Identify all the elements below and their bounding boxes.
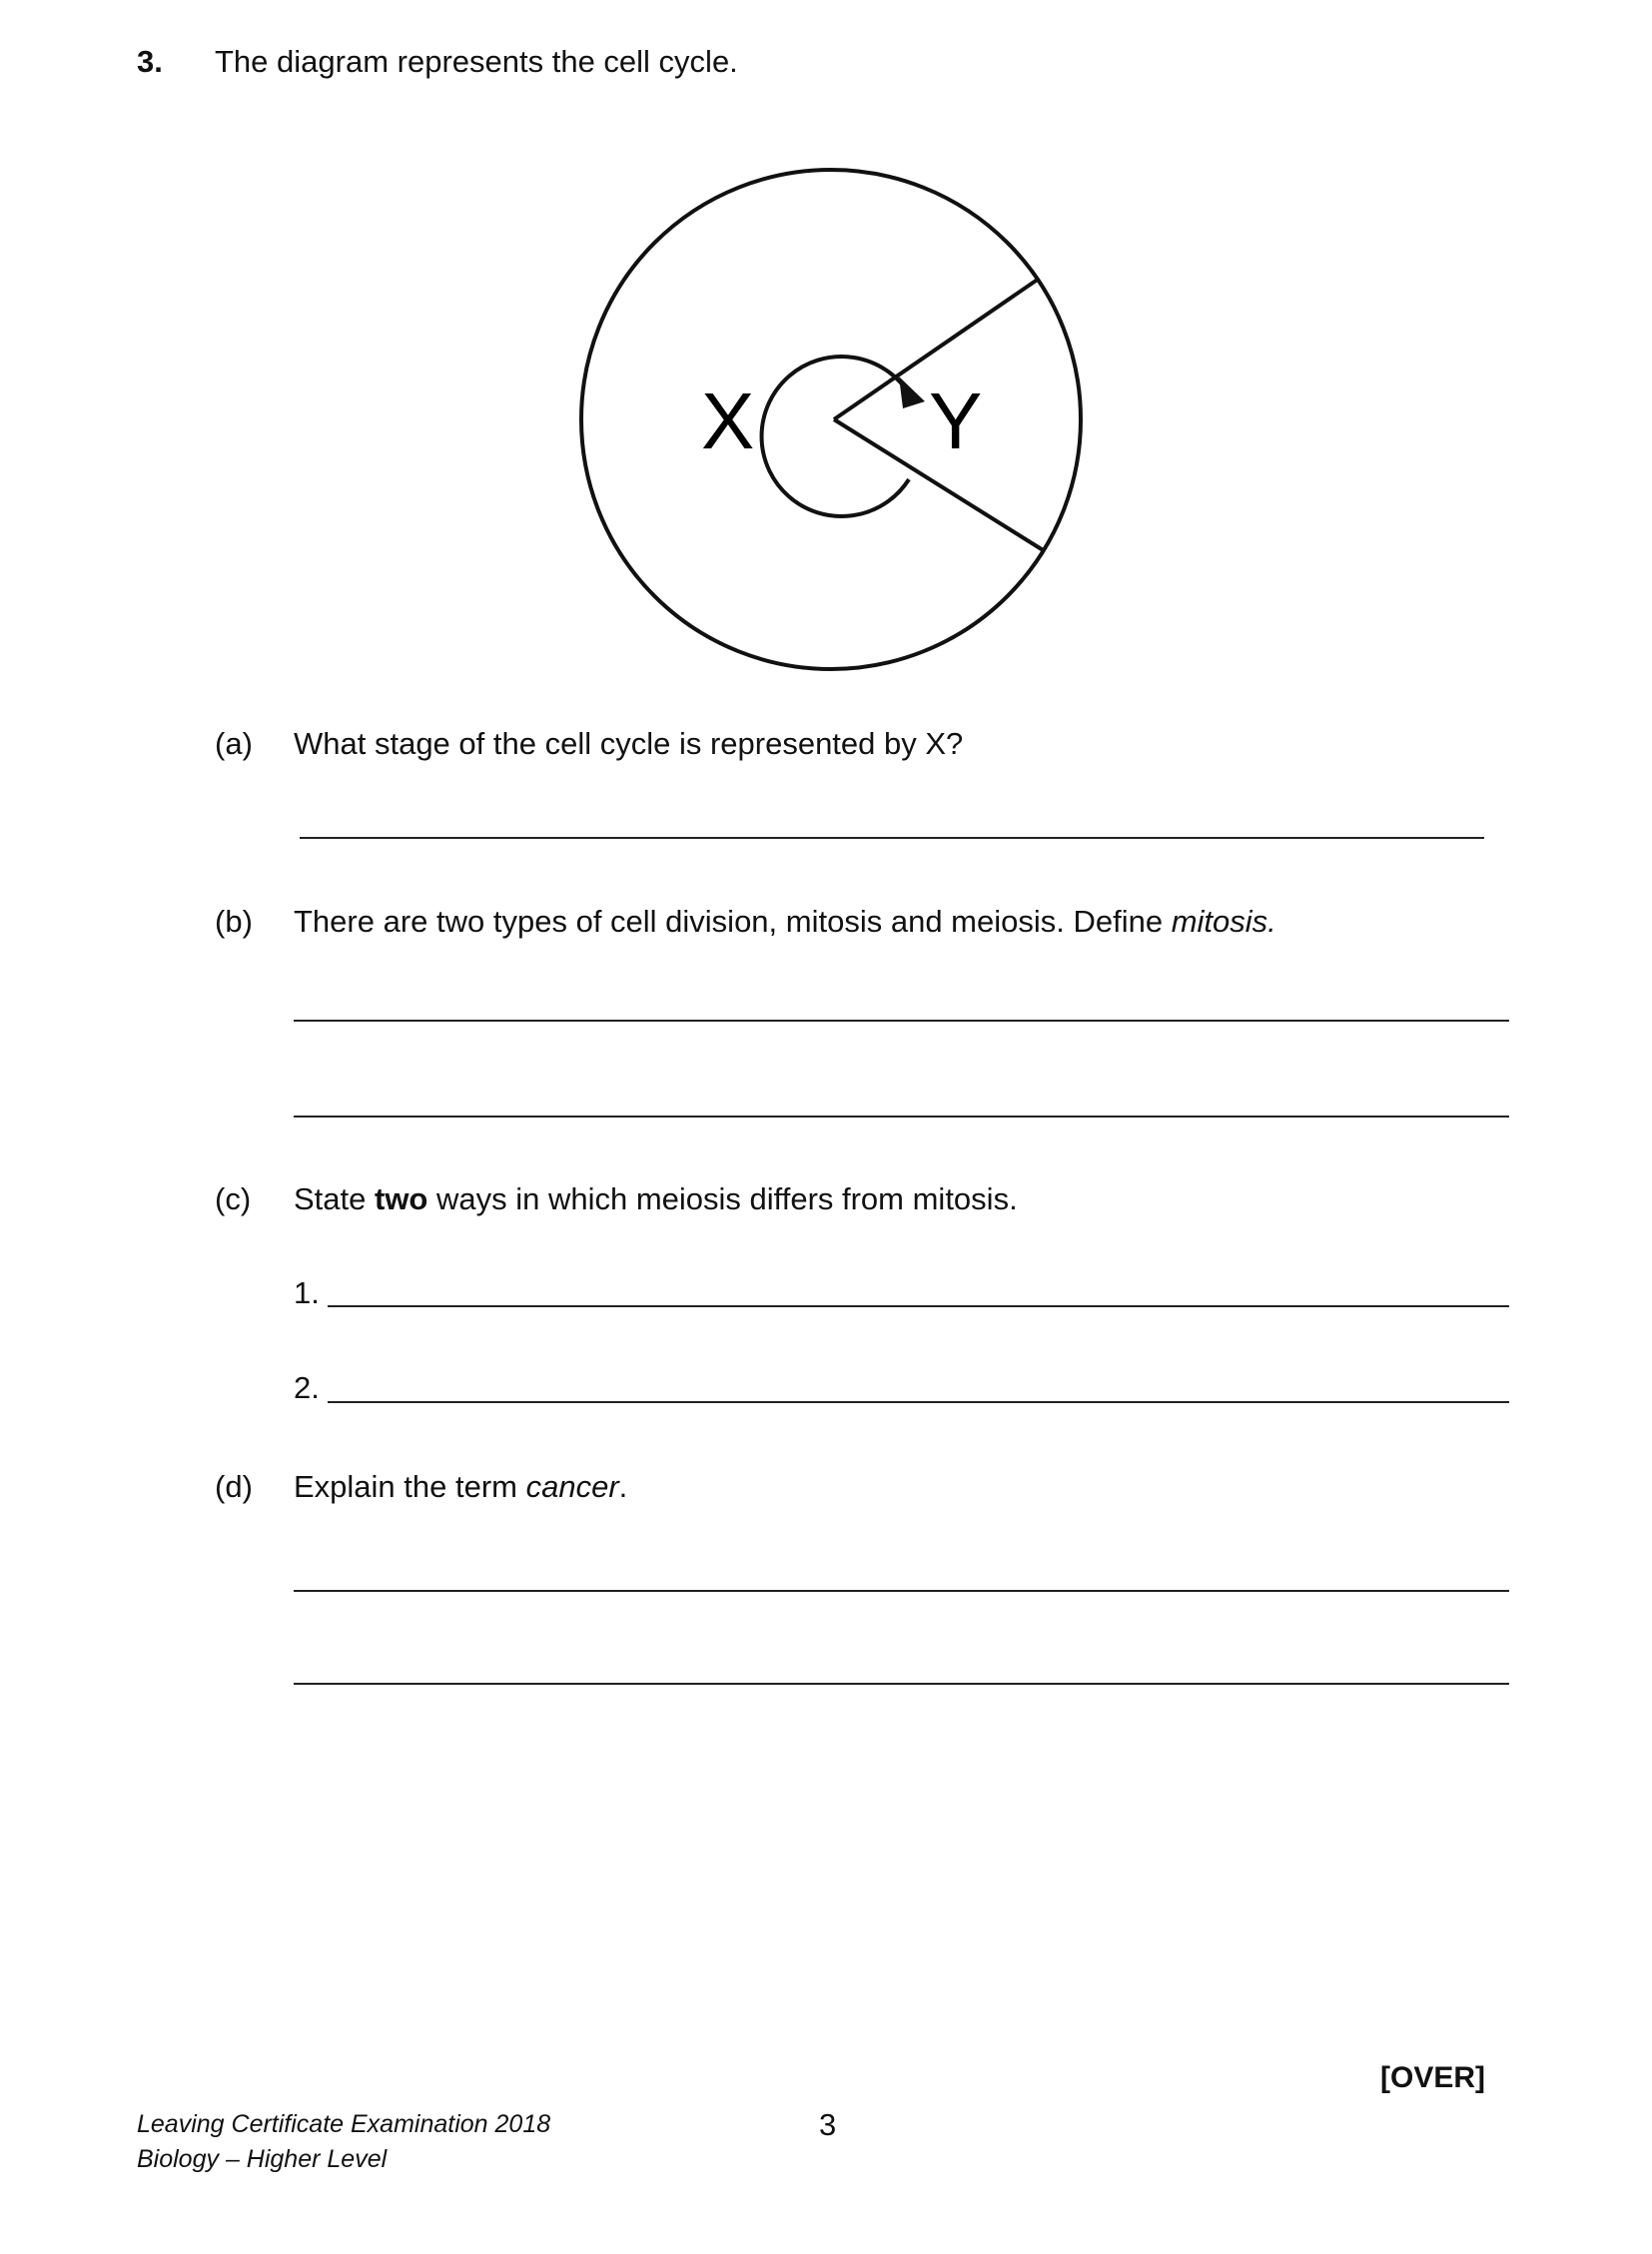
part-d-text-end: . [618, 1469, 628, 1504]
footer-subject: Biology – Higher Level [137, 2145, 388, 2173]
part-c-answer-line-1[interactable] [328, 1305, 1509, 1307]
part-c-text-end: ways in which meiosis differs from mitosis. [427, 1181, 1018, 1216]
part-a-answer-line[interactable] [300, 837, 1484, 839]
part-c-item-2-number: 2. [294, 1370, 320, 1405]
part-b-term-mitosis: mitosis. [1171, 904, 1276, 939]
question-stem: The diagram represents the cell cycle. [215, 44, 738, 79]
diagram-label-y: Y [929, 376, 983, 465]
part-c-question [294, 1181, 1018, 1217]
part-c-emphasis-two: two [375, 1181, 428, 1216]
part-d-label: (d) [215, 1469, 253, 1504]
part-d-answer-line-1[interactable] [294, 1590, 1509, 1592]
part-d-question [294, 1469, 627, 1505]
part-c-text-start: State [294, 1181, 375, 1216]
over-marker: [OVER] [1380, 2061, 1485, 2094]
part-b-question [294, 904, 1276, 940]
part-d-answer-line-2[interactable] [294, 1683, 1509, 1685]
part-b-text: There are two types of cell division, mitosis and meiosis. Define [294, 904, 1172, 939]
cell-cycle-diagram [569, 165, 1089, 684]
page-number: 3 [819, 2107, 837, 2142]
part-b-answer-line-1[interactable] [294, 1020, 1509, 1022]
part-c-item-1-number: 1. [294, 1275, 320, 1310]
part-a-label: (a) [215, 726, 253, 761]
part-d-term-cancer: cancer [525, 1469, 619, 1504]
cycle-arrow-head-icon [899, 376, 925, 408]
part-c-label: (c) [215, 1181, 252, 1216]
part-b-label: (b) [215, 904, 253, 939]
part-d-text-start: Explain the term [294, 1469, 526, 1504]
part-b-answer-line-2[interactable] [294, 1116, 1509, 1118]
part-a-question: What stage of the cell cycle is represented by X? [294, 726, 964, 761]
diagram-label-x: X [701, 376, 755, 465]
question-number: 3. [137, 44, 163, 79]
part-c-answer-line-2[interactable] [328, 1401, 1509, 1403]
footer-exam-title: Leaving Certificate Examination 2018 [137, 2110, 551, 2138]
cycle-arrow [762, 357, 909, 516]
cell-cycle-outer-circle [581, 170, 1081, 669]
